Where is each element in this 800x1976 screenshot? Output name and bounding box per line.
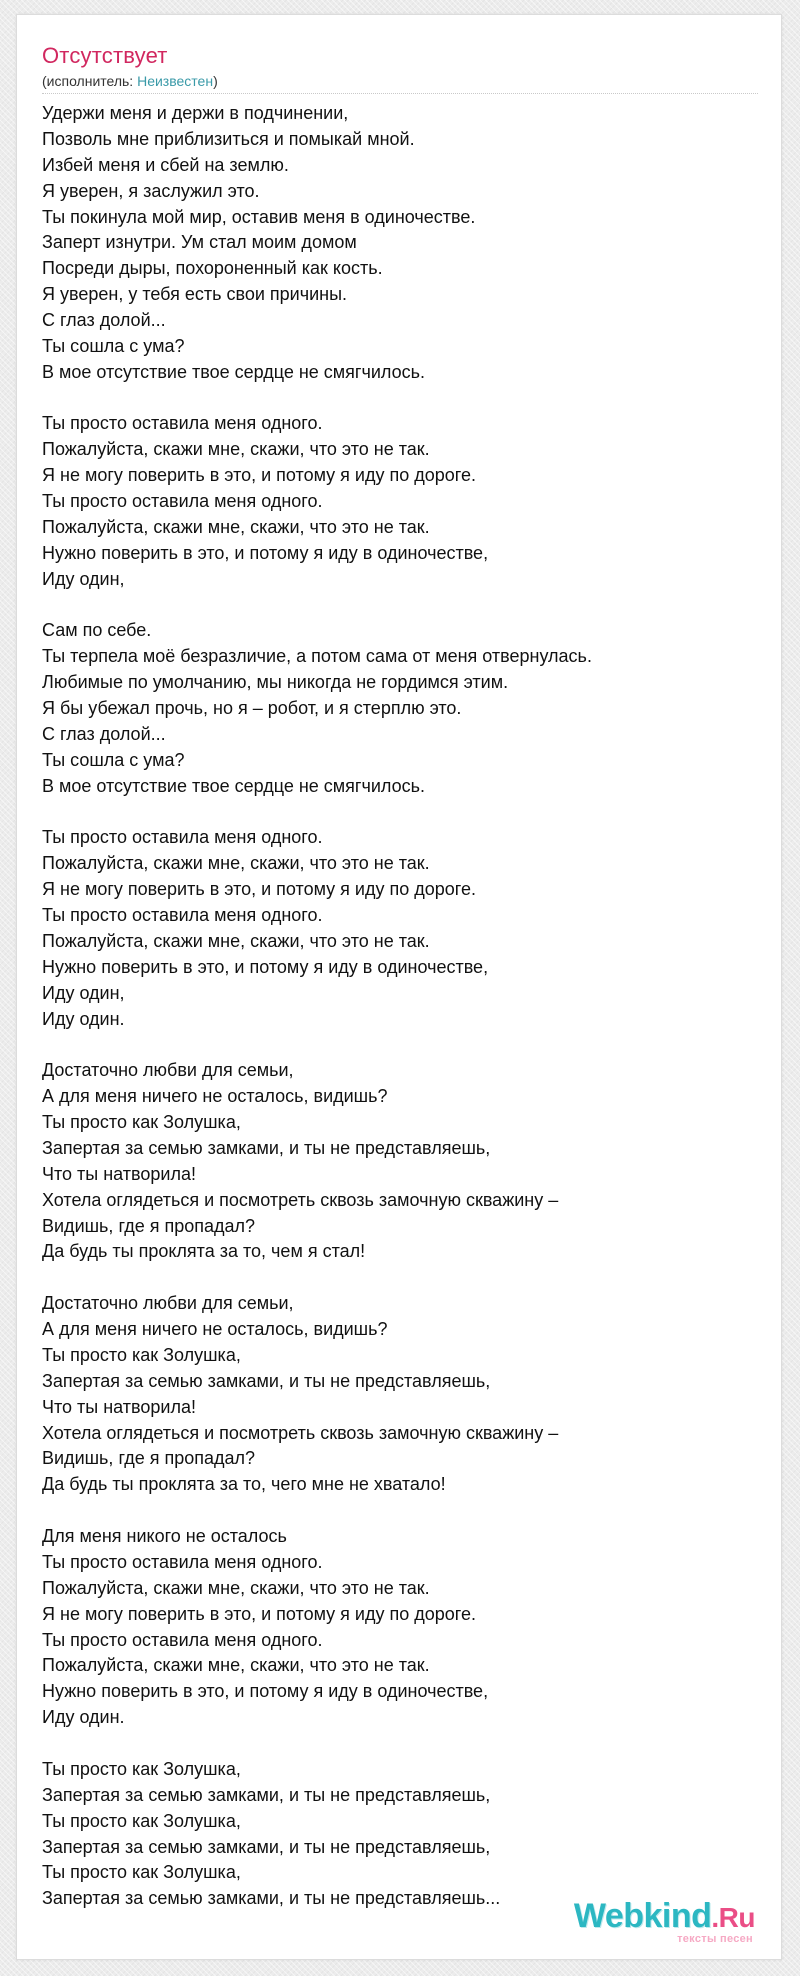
lyric-line: Удержи меня и держи в подчинении, xyxy=(42,103,349,123)
lyric-line: Пожалуйста, скажи мне, скажи, что это не так. xyxy=(42,1577,430,1598)
lyric-line: Ты просто как Золушка, xyxy=(42,1112,241,1133)
lyric-line: Иду один, xyxy=(42,982,125,1003)
lyric-line: Что ты натворила! xyxy=(42,1163,196,1184)
lyric-line: Да будь ты проклята за то, чего мне не хватало! xyxy=(42,1474,446,1495)
lyric-line: С глаз долой... xyxy=(42,723,166,744)
lyric-line: Ты просто как Золушка, xyxy=(42,1810,241,1831)
lyric-line: Я бы убежал прочь, но я – робот, и я стерплю это. xyxy=(42,698,462,719)
lyric-line: Нужно поверить в это, и потому я иду в одиночестве, xyxy=(42,1681,489,1702)
lyric-line: Ты терпела моё безразличие, а потом сама от меня отвернулась. xyxy=(42,646,592,667)
lyrics-stanza xyxy=(42,411,762,592)
lyric-line: Ты просто как Золушка, xyxy=(42,1862,241,1883)
lyric-line: Иду один, xyxy=(42,568,125,589)
artist-suffix: ) xyxy=(213,73,218,89)
lyric-line: С глаз долой... xyxy=(42,310,166,330)
lyric-line: Ты просто оставила меня одного. xyxy=(42,1551,323,1572)
lyric-line: Видишь, где я пропадал? xyxy=(42,1448,256,1469)
lyric-line: Хотела оглядеться и посмотреть сквозь замочную скважину – xyxy=(42,1422,559,1443)
lyric-line: Посреди дыры, похороненный как кость. xyxy=(42,258,383,279)
lyric-line: Избей меня и сбей на землю. xyxy=(42,154,289,175)
lyric-line: Я не могу поверить в это, и потому я иду по дороге. xyxy=(42,1603,476,1624)
lyric-line: Ты покинула мой мир, оставив меня в одиночестве. xyxy=(42,206,476,227)
lyric-line: Запертая за семью замками, и ты не представляешь, xyxy=(42,1836,491,1857)
artist-line xyxy=(42,73,218,89)
lyric-line: Что ты натворила! xyxy=(42,1396,196,1417)
lyrics-card xyxy=(16,14,782,1960)
logo-tld: .Ru xyxy=(711,1902,755,1933)
lyric-line: Ты просто оставила меня одного. xyxy=(42,827,323,848)
lyric-line: А для меня ничего не осталось, видишь? xyxy=(42,1086,388,1107)
lyric-line: Нужно поверить в это, и потому я иду в одиночестве, xyxy=(42,956,489,977)
lyric-line: Я уверен, я заслужил это. xyxy=(42,180,260,201)
lyric-line: Иду один. xyxy=(42,1008,125,1029)
lyrics-stanza xyxy=(42,101,762,386)
lyric-line: Запертая за семью замками, и ты не представляешь... xyxy=(42,1888,501,1909)
lyric-line: Пожалуйста, скажи мне, скажи, что это не так. xyxy=(42,516,430,537)
lyric-line: Запертая за семью замками, и ты не представляешь, xyxy=(42,1370,491,1391)
song-title: Отсутствует xyxy=(42,43,168,68)
artist-link[interactable]: Неизвестен xyxy=(137,73,214,89)
lyric-line: Заперт изнутри. Ум стал моим домом xyxy=(42,232,357,253)
lyric-line: Я не могу поверить в это, и потому я иду по дороге. xyxy=(42,465,476,486)
lyric-line: Видишь, где я пропадал? xyxy=(42,1215,256,1236)
lyric-line: Да будь ты проклята за то, чем я стал! xyxy=(42,1241,366,1262)
lyric-line: Я не могу поверить в это, и потому я иду по дороге. xyxy=(42,879,476,900)
logo-tagline: тексты песен xyxy=(677,1933,753,1945)
lyric-line: Пожалуйста, скажи мне, скажи, что это не так. xyxy=(42,930,430,951)
lyric-line: Хотела оглядеться и посмотреть сквозь замочную скважину – xyxy=(42,1189,559,1210)
lyric-line: Ты просто оставила меня одного. xyxy=(42,1629,323,1650)
lyric-line: Ты сошла с ума? xyxy=(42,749,185,770)
lyric-line: Ты сошла с ума? xyxy=(42,335,185,356)
lyric-line: А для меня ничего не осталось, видишь? xyxy=(42,1319,388,1340)
lyrics-stanza xyxy=(42,825,762,1032)
site-logo[interactable] xyxy=(555,1897,755,1947)
lyric-line: Ты просто оставила меня одного. xyxy=(42,413,323,434)
lyrics-stanza xyxy=(42,1524,762,1731)
lyric-line: Для меня никого не осталось xyxy=(42,1526,287,1547)
lyric-line: В мое отсутствие твое сердце не смягчилось. xyxy=(42,361,426,382)
lyric-line: Достаточно любви для семьи, xyxy=(42,1293,294,1314)
lyrics-body xyxy=(42,101,762,1912)
logo-word: Webkind xyxy=(573,1897,712,1935)
lyric-line: Ты просто оставила меня одного. xyxy=(42,905,323,926)
title-divider xyxy=(42,93,758,94)
lyric-line: Запертая за семью замками, и ты не представляешь, xyxy=(42,1784,491,1805)
lyric-line: Нужно поверить в это, и потому я иду в одиночестве, xyxy=(42,542,489,563)
lyric-line: Я уверен, у тебя есть свои причины. xyxy=(42,284,348,305)
lyric-line: Пожалуйста, скажи мне, скажи, что это не так. xyxy=(42,1655,430,1676)
lyrics-stanza xyxy=(42,1291,762,1498)
lyrics-stanza xyxy=(42,1058,762,1265)
lyric-line: Иду один. xyxy=(42,1707,125,1728)
lyric-line: Достаточно любви для семьи, xyxy=(42,1060,294,1081)
lyric-line: Пожалуйста, скажи мне, скажи, что это не так. xyxy=(42,439,430,460)
lyric-line: Любимые по умолчанию, мы никогда не гордимся этим. xyxy=(42,672,509,693)
logo-wordmark xyxy=(574,1897,755,1936)
artist-prefix: (исполнитель: xyxy=(42,73,138,89)
lyric-line: Сам по себе. xyxy=(42,620,152,641)
lyrics-stanza xyxy=(42,618,762,799)
lyric-line: Ты просто как Золушка, xyxy=(42,1758,241,1779)
lyric-line: Ты просто как Золушка, xyxy=(42,1344,241,1365)
lyric-line: Пожалуйста, скажи мне, скажи, что это не так. xyxy=(42,853,430,874)
lyric-line: В мое отсутствие твое сердце не смягчилось. xyxy=(42,775,426,796)
lyrics-stanza xyxy=(42,1757,762,1912)
lyric-line: Запертая за семью замками, и ты не представляешь, xyxy=(42,1137,491,1158)
lyric-line: Позволь мне приблизиться и помыкай мной. xyxy=(42,128,415,149)
lyric-line: Ты просто оставила меня одного. xyxy=(42,491,323,512)
